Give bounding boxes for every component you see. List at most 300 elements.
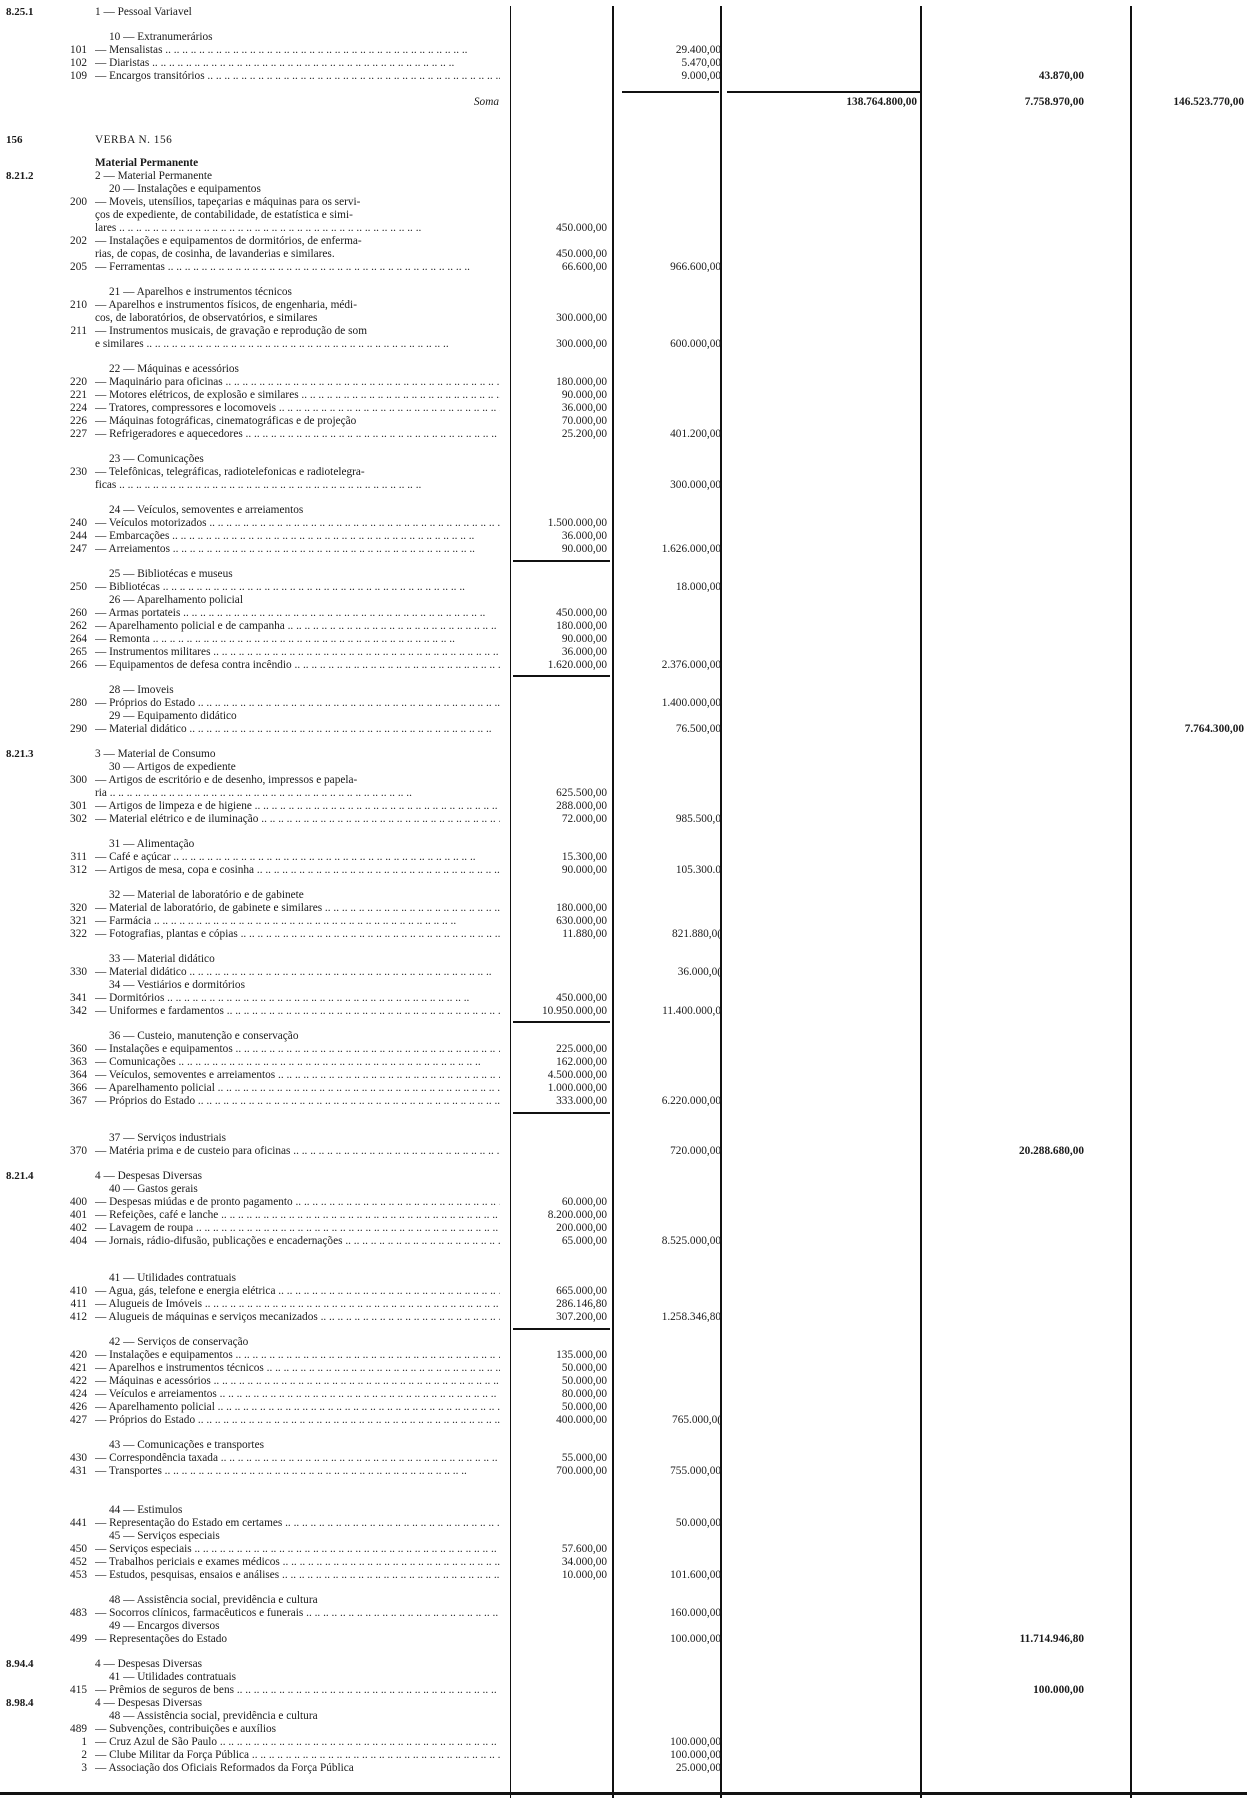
table-row [0,6,1247,19]
table-row [0,183,1247,196]
verba-subtotal: 7.758.970,00 [1024,96,1084,108]
item-label: e similares .. .. [95,338,500,351]
item-label: 28 — Imoveis [109,684,174,696]
group-subtotal: 1.626.000,00 [661,543,721,555]
item-amount: 300.000,00 [556,312,607,324]
item-amount: 1.500.000,00 [547,517,607,529]
group-subtotal: 966.600,00 [670,261,721,273]
group-subtotal: 720.000,00 [670,1145,721,1157]
table-row [0,761,1247,774]
item-label: — Máquinas e acessórios .. .. [95,1375,500,1388]
table-row [0,710,1247,723]
table-row [0,1569,1247,1582]
table-row [0,684,1247,697]
table-row [0,1556,1247,1569]
table-row [0,979,1247,992]
item-label: — Farmácia .. .. [95,915,500,928]
item-amount: 630.000,00 [556,915,607,927]
item-label: 44 — Estimulos [109,1504,183,1516]
item-label: 26 — Aparelhamento policial [109,594,243,606]
table-row [0,1633,1247,1646]
item-label: ria .. .. [95,787,500,800]
item-label: — Moveis, utensílios, tapeçarias e máquinas para os servi- [95,196,361,208]
group-subtotal: 36.000,0( [677,966,721,978]
item-label: — Armas portateis .. .. [95,607,500,620]
item-code: 363 [70,1056,87,1068]
item-code: 483 [70,1607,87,1619]
table-row [0,902,1247,915]
item-label: — Embarcações .. .. [95,530,500,543]
table-row [0,928,1247,941]
item-code: 220 [70,376,87,388]
table-row [0,1132,1247,1145]
item-label: 43 — Comunicações e transportes [109,1439,264,1451]
item-amount: 4.500.000,00 [547,1069,607,1081]
item-label: ços de expediente, de contabilidade, de estatística e simi- [95,209,353,221]
item-code: 202 [70,235,87,247]
group-subtotal: 2.376.000,00 [661,659,721,671]
item-code: 311 [70,851,87,863]
item-code: 322 [70,928,87,940]
item-amount: 50.000,00 [561,1362,607,1374]
item-code: 205 [70,261,87,273]
sum-label: Soma [473,96,499,108]
item-label: — Equipamentos de defesa contra incêndio .. .. [95,659,500,672]
item-amount: 72.000,00 [561,813,607,825]
item-code: 422 [70,1375,87,1387]
table-row [0,1183,1247,1196]
item-label: — Associação dos Oficiais Reformados da Força Pública [95,1762,354,1774]
table-row [0,389,1247,402]
table-row [0,581,1247,594]
item-label: — Despesas miúdas e de pronto pagamento .. .. [95,1196,500,1209]
table-row [0,286,1247,299]
table-row [0,543,1247,556]
table-row [0,1095,1247,1108]
item-code: 412 [70,1311,87,1323]
table-row [0,70,1247,83]
table-row [0,1594,1247,1607]
item-code: 210 [70,299,87,311]
item-amount: 625.500,00 [556,787,607,799]
table-row [0,1504,1247,1517]
section-number: 8.25.1 [6,6,34,18]
item-label: 4 — Despesas Diversas [95,1658,202,1670]
item-code: 224 [70,402,87,414]
item-label: — Remonta .. .. [95,633,500,646]
table-row [0,504,1247,517]
item-label: — Representação do Estado em certames .. .. [95,1517,500,1530]
item-amount: 135.000,00 [556,1349,607,1361]
section-number: 8.21.2 [6,170,34,182]
table-row [0,248,1247,261]
item-amount: 25.200,00 [561,428,607,440]
table-row [0,1362,1247,1375]
item-code: 102 [70,57,87,69]
group-subtotal: 76.500,00 [675,723,721,735]
item-code: 211 [70,325,87,337]
table-row [0,312,1247,325]
item-label: 24 — Veículos, semoventes e arreiamentos [109,504,304,516]
item-label: 3 — Material de Consumo [95,748,216,760]
item-label: 20 — Instalações e equipamentos [109,183,261,195]
column-total: 138.764.800,00 [846,96,917,108]
item-amount: 300.000,00 [556,338,607,350]
table-row [0,1005,1247,1018]
table-row [0,134,1247,147]
item-code: 101 [70,44,87,56]
item-code: 426 [70,1401,87,1413]
item-label: 30 — Artigos de expediente [109,761,236,773]
item-code: 364 [70,1069,87,1081]
item-code: 109 [70,70,87,82]
group-subtotal: 18.000,00 [675,581,721,593]
group-subtotal: 8.525.000,00 [661,1235,721,1247]
table-row [0,633,1247,646]
table-row [0,787,1247,800]
item-label: — Aparelhos e instrumentos técnicos .. .. [95,1362,500,1375]
item-label: — Aparelhamento policial e de campanha .. .. [95,620,500,633]
item-code: 427 [70,1414,87,1426]
item-amount: 450.000,00 [556,248,607,260]
group-subtotal: 11.400.000,0 [662,1005,721,1017]
section-number: 8.94.4 [6,1658,34,1670]
subtotal-rule [513,1021,610,1023]
group-subtotal: 765.000,0( [672,1414,721,1426]
item-amount: 50.000,00 [561,1401,607,1413]
item-label: — Matéria prima e de custeio para oficinas .. .. [95,1145,500,1158]
item-amount: 36.000,00 [561,402,607,414]
item-code: 226 [70,415,87,427]
item-label: — Subvenções, contribuições e auxílios [95,1723,277,1735]
table-row [0,402,1247,415]
item-label: Material Permanente [95,157,199,169]
item-label: VERBA N. 156 [95,134,173,146]
subtotal-rule [513,560,610,562]
table-row [0,1388,1247,1401]
group-subtotal: 9.000,00 [681,70,721,82]
table-row [0,1235,1247,1248]
item-label: 32 — Material de laboratório e de gabinete [109,889,304,901]
table-row [0,170,1247,183]
table-row [0,428,1247,441]
table-row [0,1043,1247,1056]
table-row [0,209,1247,222]
item-amount: 34.000,00 [561,1556,607,1568]
item-code: 452 [70,1556,87,1568]
item-label: 33 — Material didático [109,953,215,965]
item-amount: 36.000,00 [561,646,607,658]
table-row [0,1710,1247,1723]
table-row [0,864,1247,877]
item-code: 244 [70,530,87,542]
table-row [0,646,1247,659]
item-code: 430 [70,1452,87,1464]
item-amount: 36.000,00 [561,530,607,542]
item-amount: 65.000,00 [561,1235,607,1247]
item-label: — Refeições, café e lanche .. .. [95,1209,500,1222]
table-row [0,1723,1247,1736]
item-amount: 307.200,00 [556,1311,607,1323]
item-label: — Instalações e equipamentos .. .. [95,1349,500,1362]
item-label: — Dormitórios .. .. [95,992,500,1005]
item-label: 2 — Material Permanente [95,170,213,182]
table-row [0,992,1247,1005]
item-label: — Trabalhos periciais e exames médicos .. .. [95,1556,500,1569]
item-amount: 180.000,00 [556,902,607,914]
item-code: 265 [70,646,87,658]
item-code: 290 [70,723,87,735]
table-row [0,96,1247,109]
item-amount: 162.000,00 [556,1056,607,1068]
verba-subtotal: 43.870,00 [1038,70,1084,82]
table-row [0,748,1247,761]
table-row [0,1069,1247,1082]
table-row [0,1285,1247,1298]
item-code: 280 [70,697,87,709]
item-label: — Alugueis de máquinas e serviços mecanizados .. .. [95,1311,500,1324]
table-row [0,1196,1247,1209]
table-row [0,1414,1247,1427]
item-amount: 15.300,00 [561,851,607,863]
item-label: — Instrumentos militares .. .. [95,646,500,659]
table-row [0,1375,1247,1388]
item-label: 48 — Assistência social, previdência e cultura [109,1710,318,1722]
item-label: — Café e açúcar .. .. [95,851,500,864]
group-subtotal: 101.600,00 [670,1569,721,1581]
item-code: 450 [70,1543,87,1555]
table-row [0,723,1247,736]
item-amount: 70.000,00 [561,415,607,427]
item-label: — Material didático .. .. [95,966,500,979]
table-row [0,800,1247,813]
item-label: 45 — Serviços especiais [109,1530,220,1542]
item-label: — Artigos de mesa, copa e cosinha .. .. [95,864,500,877]
item-amount: 50.000,00 [561,1375,607,1387]
item-amount: 90.000,00 [561,389,607,401]
table-row [0,1030,1247,1043]
item-code: 400 [70,1196,87,1208]
item-label: — Socorros clínicos, farmacêuticos e funerais .. .. [95,1607,500,1620]
item-amount: 700.000,00 [556,1465,607,1477]
item-amount: 90.000,00 [561,864,607,876]
item-code: 366 [70,1082,87,1094]
item-amount: 180.000,00 [556,620,607,632]
table-row [0,530,1247,543]
item-code: 370 [70,1145,87,1157]
item-code: 320 [70,902,87,914]
table-row [0,568,1247,581]
group-subtotal: 985.500,0 [675,813,721,825]
item-label: — Próprios do Estado .. .. [95,697,500,710]
table-row [0,1298,1247,1311]
item-label: — Próprios do Estado .. .. [95,1414,500,1427]
group-subtotal: 50.000,00 [675,1517,721,1529]
item-label: — Aparelhamento policial .. .. [95,1082,500,1095]
table-row [0,1082,1247,1095]
item-code: 415 [70,1684,87,1696]
table-row [0,889,1247,902]
group-subtotal: 5.470,00 [681,57,721,69]
item-label: — Instalações e equipamentos de dormitórios, de enferma- [95,235,362,247]
table-row [0,1145,1247,1158]
item-code: 330 [70,966,87,978]
grand-total: 146.523.770,00 [1173,96,1244,108]
table-row [0,813,1247,826]
item-label: — Arreiamentos .. .. [95,543,500,556]
item-amount: 400.000,00 [556,1414,607,1426]
group-subtotal: 100.000,00 [670,1749,721,1761]
item-label: 25 — Bibliotécas e museus [109,568,233,580]
item-label: — Instrumentos musicais, de gravação e reprodução de som [95,325,367,337]
table-row [0,1517,1247,1530]
item-code: 221 [70,389,87,401]
item-label: — Material didático .. .. [95,723,500,736]
item-code: 410 [70,1285,87,1297]
group-subtotal: 25.000,00 [675,1762,721,1774]
item-amount: 665.000,00 [556,1285,607,1297]
table-row [0,1311,1247,1324]
item-label: — Tratores, compressores e locomoveis .. .. [95,402,500,415]
item-code: 499 [70,1633,87,1645]
group-subtotal: 401.200,00 [670,428,721,440]
item-label: — Serviços especiais .. .. [95,1543,500,1556]
table-row [0,607,1247,620]
item-code: 367 [70,1095,87,1107]
item-label: — Uniformes e fardamentos .. .. [95,1005,500,1018]
table-row [0,453,1247,466]
item-label: — Alugueis de Imóveis .. .. [95,1298,500,1311]
item-amount: 8.200.000,00 [547,1209,607,1221]
item-amount: 333.000,00 [556,1095,607,1107]
item-amount: 450.000,00 [556,992,607,1004]
item-code: 321 [70,915,87,927]
table-row [0,325,1247,338]
item-label: — Correspondência taxada .. .. [95,1452,500,1465]
item-code: 300 [70,774,87,786]
item-code: 441 [70,1517,87,1529]
item-amount: 10.000,00 [561,1569,607,1581]
table-row [0,851,1247,864]
item-label: ficas .. .. [95,479,500,492]
table-row [0,1620,1247,1633]
item-code: 264 [70,633,87,645]
table-row [0,1762,1247,1775]
table-row [0,1671,1247,1684]
section-number: 8.21.3 [6,748,34,760]
item-label: — Aparelhos e instrumentos físicos, de engenharia, médi- [95,299,357,311]
item-amount: 450.000,00 [556,607,607,619]
table-row [0,1697,1247,1710]
group-subtotal: 300.000,00 [670,479,721,491]
subtotal-rule [513,675,610,677]
item-label: — Máquinas fotográficas, cinematográficas e de projeção [95,415,357,427]
item-code: 341 [70,992,87,1004]
item-label: 4 — Despesas Diversas [95,1170,202,1182]
table-row [0,1452,1247,1465]
item-label: 29 — Equipamento didático [109,710,237,722]
table-row [0,1170,1247,1183]
item-code: 424 [70,1388,87,1400]
item-amount: 180.000,00 [556,376,607,388]
table-row [0,415,1247,428]
item-label: — Material de laboratório, de gabinete e similares .. .. [95,902,500,915]
item-label: rias, de copas, de cosinha, de lavanderias e similares. [95,248,335,260]
table-row [0,1530,1247,1543]
table-row [0,1543,1247,1556]
item-label: — Fotografias, plantas e cópias .. .. [95,928,500,941]
item-amount: 450.000,00 [556,222,607,234]
item-label: — Veículos, semoventes e arreiamentos .. .. [95,1069,500,1082]
group-subtotal: 100.000,00 [670,1633,721,1645]
item-label: — Jornais, rádio-difusão, publicações e encadernações .. .. [95,1235,500,1248]
group-subtotal: 600.000,00 [670,338,721,350]
item-code: 420 [70,1349,87,1361]
item-label: 48 — Assistência social, previdência e cultura [109,1594,318,1606]
table-row [0,1349,1247,1362]
table-row [0,1209,1247,1222]
item-amount: 57.600,00 [561,1543,607,1555]
item-label: — Estudos, pesquisas, ensaios e análises .. .. [95,1569,500,1582]
item-label: 42 — Serviços de conservação [109,1336,249,1348]
group-subtotal: 755.000,00 [670,1465,721,1477]
verba-subtotal: 20.288.680,00 [1019,1145,1084,1157]
sum-rule [622,91,719,93]
table-row [0,363,1247,376]
section-number: 156 [6,134,23,146]
item-label: — Diaristas .. .. [95,57,500,70]
item-label: — Maquinário para oficinas .. .. [95,376,500,389]
item-label: — Lavagem de roupa .. .. [95,1222,500,1235]
item-label: — Telefônicas, telegráficas, radiotelefonicas e radiotelegra- [95,466,365,478]
item-amount: 1.000.000,00 [547,1082,607,1094]
table-row [0,376,1247,389]
group-subtotal: 29.400,00 [675,44,721,56]
group-subtotal: 821.880,0( [672,928,721,940]
item-code: 411 [70,1298,87,1310]
item-label: — Ferramentas .. .. [95,261,500,274]
item-label: 10 — Extranumerários [109,31,213,43]
table-row [0,299,1247,312]
item-code: 404 [70,1235,87,1247]
table-row [0,196,1247,209]
item-label: — Cruz Azul de São Paulo .. .. [95,1736,500,1749]
item-label: — Artigos de limpeza e de higiene .. .. [95,800,500,813]
item-label: 49 — Encargos diversos [109,1620,220,1632]
item-label: — Instalações e equipamentos .. .. [95,1043,500,1056]
item-code: 360 [70,1043,87,1055]
item-code: 302 [70,813,87,825]
table-row [0,620,1247,633]
item-label: — Bibliotécas .. .. [95,581,500,594]
item-code: 1 [81,1736,87,1748]
table-row [0,1272,1247,1285]
page-bottom-rule [0,1792,1247,1795]
table-row [0,697,1247,710]
grand-total: 7.764.300,00 [1184,723,1244,735]
table-row [0,659,1247,672]
table-row [0,1465,1247,1478]
section-number: 8.98.4 [6,1697,34,1709]
item-code: 227 [70,428,87,440]
item-label: 37 — Serviços industriais [109,1132,227,1144]
item-label: cos, de laboratórios, de observatórios, e similares [95,312,318,324]
item-label: — Encargos transitórios .. .. [95,70,500,83]
table-row [0,966,1247,979]
item-amount: 60.000,00 [561,1196,607,1208]
item-label: 36 — Custeio, manutenção e conservação [109,1030,299,1042]
table-row [0,1336,1247,1349]
